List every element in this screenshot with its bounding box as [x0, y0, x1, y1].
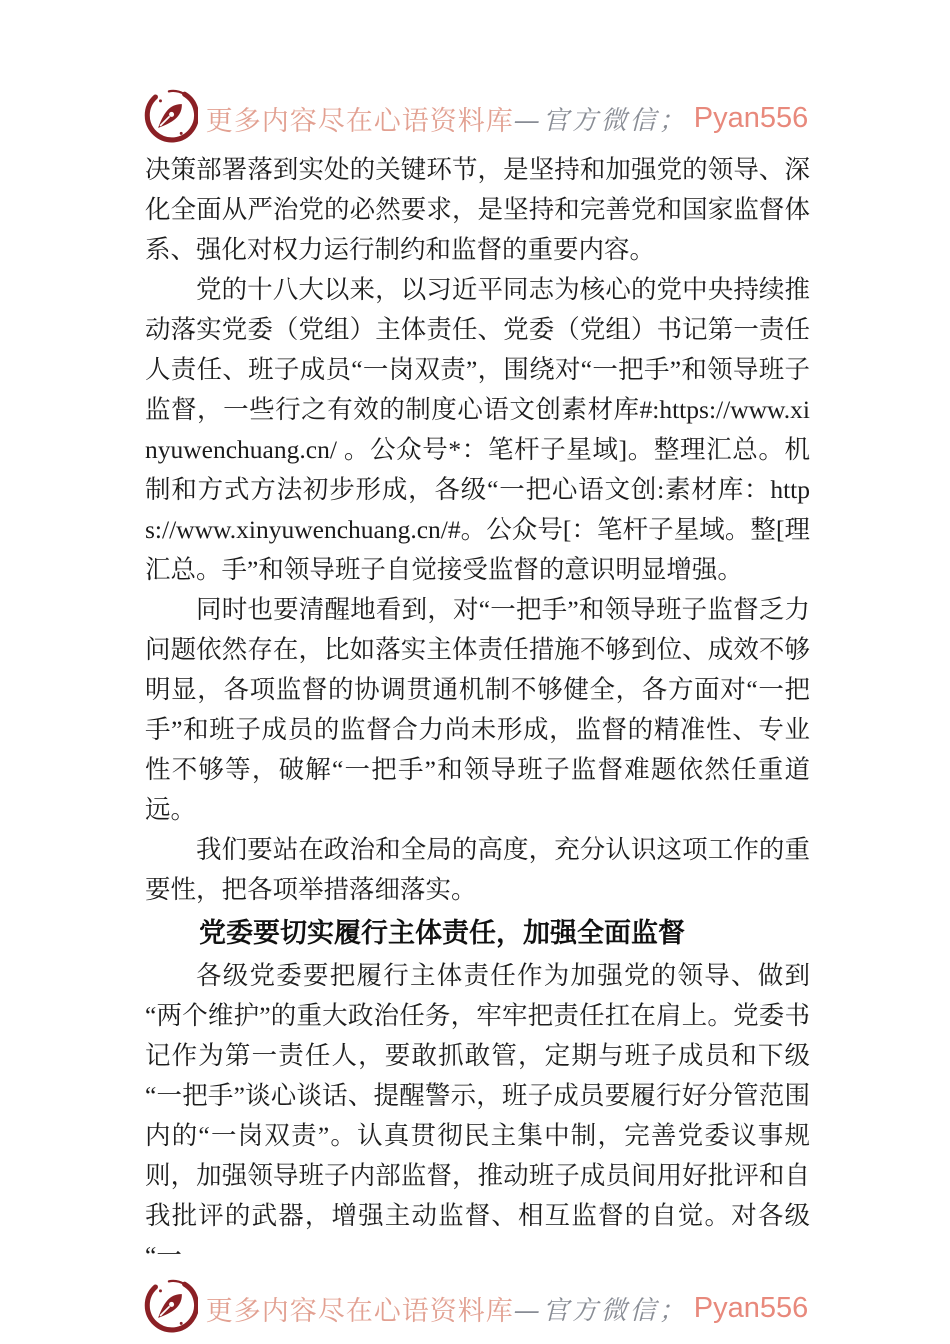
watermark-wechat-account: Pyan556: [693, 1292, 809, 1324]
header-watermark: [0, 88, 950, 149]
section-heading: 党委要切实履行主体责任，加强全面监督: [199, 918, 685, 948]
watermark-channel-label: —官方微信；: [513, 1296, 688, 1326]
paragraph: 我们要站在政治和全局的高度，充分认识这项工作的重要性，把各项举措落细落实。: [145, 835, 810, 904]
paragraph: 同时也要清醒地看到，对“一把手”和领导班子监督乏力问题依然存在，比如落实主体责任措施不够到位、成效不够明显，各项监督的协调贯通机制不够健全，各方面对“一把手”和班子成员的监督合力尚未形成，监督的精准性、专业性不够等，破解“一把手”和领导班子监督难题依然任重道远。: [145, 595, 810, 824]
watermark-brand-text: 更多内容尽在心语资料库: [205, 1296, 514, 1326]
watermark-channel-label: —官方微信；: [513, 106, 688, 136]
footer-watermark: [0, 1278, 950, 1339]
pen-nib-logo-icon: [142, 88, 206, 149]
paragraph-continuation: 决策部署落到实处的关键环节，是坚持和加强党的领导、深化全面从严治党的必然要求，是坚持和完善党和国家监督体系、强化对权力运行制约和监督的重要内容。: [145, 155, 810, 264]
document-body: [145, 150, 810, 1276]
paragraph: 党的十八大以来，以习近平同志为核心的党中央持续推动落实党委（党组）主体责任、党委（党组）书记第一责任人责任、班子成员“一岗双责”，围绕对“一把手”和领导班子监督，一些行之有效的制度心语文创素材库#:https://www.xinyuwenchuang.cn/ 。公众号*：笔杆子星域]。整理汇总。机制和方式方法初步形成，各级“一把心语文创:素材库：https://www.xinyuwenchuang.cn/#。公众号[：笔杆子星域。整[理汇总。手”和领导班子自觉接受监督的意识明显增强。: [145, 275, 810, 584]
pen-nib-logo-icon: [142, 1278, 206, 1339]
watermark-brand-text: 更多内容尽在心语资料库: [205, 106, 514, 136]
watermark-wechat-account: Pyan556: [693, 102, 809, 134]
paragraph: 各级党委要把履行主体责任作为加强党的领导、做到“两个维护”的重大政治任务，牢牢把责任扛在肩上。党委书记作为第一责任人，要敢抓敢管，定期与班子成员和下级“一把手”谈心谈话、提醒警示，班子成员要履行好分管范围内的“一岗双责”。认真贯彻民主集中制，完善党委议事规则，加强领导班子内部监督，推动班子成员间用好批评和自我批评的武器，增强主动监督、相互监督的自觉。对各级“一: [145, 961, 810, 1270]
